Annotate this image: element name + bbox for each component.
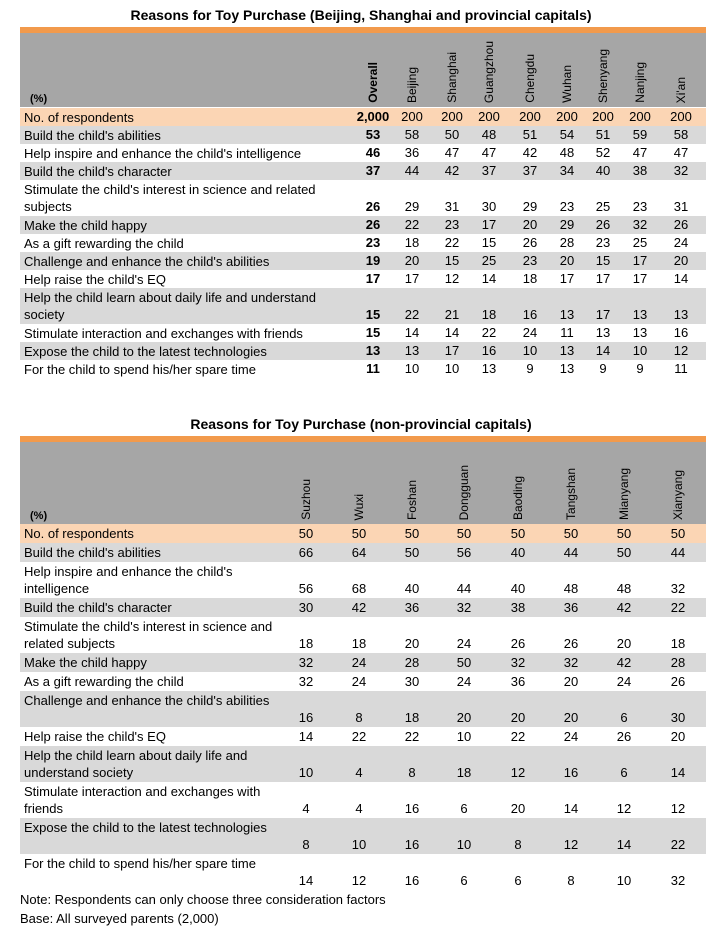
table1-title: Reasons for Toy Purchase (Beijing, Shanghai and provincial capitals) — [130, 7, 592, 23]
table1-cell: 29 — [559, 217, 575, 232]
table2-cell: 12 — [670, 801, 686, 816]
table2-cell: 10 — [456, 837, 472, 852]
table2-cell: 26 — [670, 674, 686, 689]
table1-cell: 48 — [559, 145, 575, 160]
table1-cell: 200 — [441, 109, 463, 124]
table1-cell: 51 — [522, 127, 538, 142]
table2-cell: 20 — [563, 674, 579, 689]
table2-cell: 24 — [563, 729, 579, 744]
table2-row — [20, 672, 706, 691]
table1-cell: 23 — [595, 235, 611, 250]
table1-cell: 17 — [595, 307, 611, 322]
table1-cell: 14 — [444, 325, 460, 340]
table2-row — [20, 653, 706, 672]
table1-cell: 17 — [444, 343, 460, 358]
table1-col-header: Guangzhou — [482, 40, 496, 103]
table2-cell: 40 — [404, 581, 420, 596]
table1-cell: 46 — [365, 145, 381, 160]
table1-cell: 37 — [365, 163, 381, 178]
table1-cell: 25 — [632, 235, 648, 250]
footnote-choice-limit: Note: Respondents can only choose three consideration factors — [20, 892, 386, 907]
table1-cell: 37 — [481, 163, 497, 178]
table1-cell: 13 — [365, 343, 381, 358]
table2-cell: 22 — [404, 729, 420, 744]
table2-cell: 10 — [298, 765, 314, 780]
table2-pct-label: (%) — [30, 510, 48, 522]
table2-cell: 28 — [404, 655, 420, 670]
table1-cell: 29 — [404, 199, 420, 214]
table1-cell: 30 — [481, 199, 497, 214]
table2-cell: 10 — [616, 873, 632, 888]
table1-row-label: No. of respondents — [24, 110, 134, 125]
table1-cell: 34 — [559, 163, 575, 178]
table1-cell: 40 — [595, 163, 611, 178]
table1-cell: 13 — [559, 343, 575, 358]
table2-cell: 14 — [298, 729, 314, 744]
table2-respondents-row — [20, 524, 706, 543]
table2-cell: 32 — [670, 873, 686, 888]
table2-cell: 50 — [404, 526, 420, 541]
table2-row — [20, 782, 706, 818]
table2-cell: 48 — [616, 581, 632, 596]
table1-cell: 32 — [632, 217, 648, 232]
table2-cell: 20 — [616, 636, 632, 651]
table1-cell: 25 — [595, 199, 611, 214]
table1-col-header: Wuhan — [560, 65, 574, 103]
table2-row-label: Build the child's abilities — [24, 545, 161, 560]
table2-row — [20, 854, 706, 890]
table1-cell: 20 — [404, 253, 420, 268]
table1-cell: 14 — [481, 271, 497, 286]
table2-cell: 6 — [460, 873, 468, 888]
table2-cell: 30 — [670, 710, 686, 725]
table1-cell: 20 — [673, 253, 689, 268]
table2-row-label: Make the child happy — [24, 655, 147, 670]
table1-row — [20, 342, 706, 360]
table2-cell: 56 — [298, 581, 314, 596]
table1-cell: 15 — [365, 307, 381, 322]
table2-cell: 56 — [456, 545, 472, 560]
table2-cell: 20 — [456, 710, 472, 725]
table1-cell: 16 — [481, 343, 497, 358]
table1-row — [20, 126, 706, 144]
table2-cell: 36 — [563, 600, 579, 615]
table2-cell: 26 — [510, 636, 526, 651]
table1-respondents-row — [20, 108, 706, 126]
table2-cell: 20 — [670, 729, 686, 744]
table2-row — [20, 543, 706, 562]
table2-cell: 24 — [456, 636, 472, 651]
table2-row — [20, 746, 706, 782]
table2-cell: 20 — [563, 710, 579, 725]
table1-col-header: Shenyang — [596, 48, 610, 103]
table1-cell: 17 — [365, 271, 381, 286]
table2-cell: 66 — [298, 545, 314, 560]
table2-header — [20, 442, 706, 524]
table2-cell: 18 — [298, 636, 314, 651]
table2-cell: 22 — [351, 729, 367, 744]
table1-row-label: Expose the child to the latest technologies — [24, 344, 267, 359]
table2-col-header: Baoding — [511, 475, 525, 520]
table1-cell: 51 — [595, 127, 611, 142]
table1-cell: 200 — [478, 109, 500, 124]
table2-cell: 16 — [298, 710, 314, 725]
table1-row-label: Make the child happy — [24, 218, 147, 233]
table2-row-label: Challenge and enhance the child's abilities — [24, 693, 270, 708]
table2-cell: 6 — [620, 765, 628, 780]
table1-row-label: Stimulate the child's interest in science and related subjects — [24, 182, 316, 214]
table2-row-label: Help the child learn about daily life and understand society — [24, 748, 248, 780]
table1-cell: 21 — [444, 307, 460, 322]
table1-col-header: Shanghai — [445, 52, 459, 103]
table2-col-header: Xianyang — [671, 469, 685, 520]
table2-col-header: Foshan — [405, 479, 419, 520]
table1-row — [20, 162, 706, 180]
table2-row-label: For the child to spend his/her spare time — [24, 856, 256, 871]
table2-cell: 32 — [670, 581, 686, 596]
table1-cell: 47 — [481, 145, 497, 160]
table1-row — [20, 252, 706, 270]
table1-row-label: For the child to spend his/her spare time — [24, 362, 256, 377]
table1-cell: 29 — [522, 199, 538, 214]
table1-cell: 47 — [632, 145, 648, 160]
table1-cell: 17 — [481, 217, 497, 232]
table2-col-header: Suzhou — [299, 479, 313, 520]
table2-cell: 28 — [670, 655, 686, 670]
table2-cell: 18 — [456, 765, 472, 780]
table1-cell: 26 — [673, 217, 689, 232]
table1-cell: 38 — [632, 163, 648, 178]
table1-row-label: Build the child's character — [24, 164, 172, 179]
table1-cell: 42 — [444, 163, 460, 178]
table2-cell: 8 — [302, 837, 310, 852]
table2-cell: 32 — [510, 655, 526, 670]
table2-cell: 16 — [404, 801, 420, 816]
table1-cell: 22 — [444, 235, 460, 250]
table2-row-label: Help raise the child's EQ — [24, 729, 166, 744]
table1-col-header: Xi'an — [674, 76, 688, 103]
table2-cell: 36 — [404, 600, 420, 615]
table1-col-header: Overall — [366, 62, 380, 103]
table1-cell: 50 — [444, 127, 460, 142]
table1-row-label: Stimulate interaction and exchanges with friends — [24, 326, 303, 341]
table2-cell: 14 — [670, 765, 686, 780]
table2-cell: 22 — [670, 837, 686, 852]
table2-row-label: As a gift rewarding the child — [24, 674, 184, 689]
table1-cell: 13 — [559, 307, 575, 322]
table2-cell: 8 — [514, 837, 522, 852]
table2-cell: 32 — [456, 600, 472, 615]
table1-cell: 200 — [670, 109, 692, 124]
table2-row-label: Build the child's character — [24, 600, 172, 615]
table1-cell: 11 — [674, 361, 688, 376]
table2-cell: 24 — [351, 655, 367, 670]
table1-cell: 23 — [444, 217, 460, 232]
table2-cell: 16 — [404, 873, 420, 888]
table1-cell: 25 — [481, 253, 497, 268]
table1-cell: 13 — [632, 307, 648, 322]
table2-cell: 48 — [563, 581, 579, 596]
table1-col-header: Chengdu — [523, 54, 537, 103]
table1-cell: 14 — [673, 271, 689, 286]
table1-cell: 37 — [522, 163, 538, 178]
table2-row — [20, 691, 706, 727]
table2-cell: 10 — [351, 837, 367, 852]
table1-cell: 20 — [559, 253, 575, 268]
table1-cell: 53 — [365, 127, 381, 142]
table2-cell: 4 — [355, 765, 363, 780]
table2-cell: 50 — [563, 526, 579, 541]
table2-cell: 44 — [563, 545, 579, 560]
table1-row — [20, 144, 706, 162]
table1-cell: 22 — [481, 325, 497, 340]
table2-col-header: Tangshan — [564, 467, 578, 520]
table1-row-label: Build the child's abilities — [24, 128, 161, 143]
table1-cell: 36 — [404, 145, 420, 160]
table1-cell: 28 — [559, 235, 575, 250]
table1-cell: 20 — [522, 217, 538, 232]
table2-cell: 24 — [616, 674, 632, 689]
table1-cell: 26 — [365, 199, 381, 214]
table1-cell: 26 — [522, 235, 538, 250]
table1-cell: 13 — [632, 325, 648, 340]
table1-cell: 10 — [444, 361, 460, 376]
table1-cell: 9 — [599, 361, 607, 376]
table1-cell: 44 — [404, 163, 420, 178]
table2-row-label: Stimulate interaction and exchanges with friends — [24, 784, 261, 816]
table2-cell: 8 — [355, 710, 363, 725]
table1-cell: 26 — [365, 217, 381, 232]
table1-cell: 12 — [673, 343, 689, 358]
table2-cell: 16 — [404, 837, 420, 852]
table2-cell: 50 — [510, 526, 526, 541]
table1-cell: 48 — [481, 127, 497, 142]
table2-cell: 68 — [351, 581, 367, 596]
table2-cell: 32 — [298, 674, 314, 689]
table1-cell: 200 — [629, 109, 651, 124]
table1-row-label: Help inspire and enhance the child's intelligence — [24, 146, 302, 161]
table2-row — [20, 818, 706, 854]
table1-cell: 10 — [632, 343, 648, 358]
table1-row — [20, 324, 706, 342]
table2-cell: 22 — [670, 600, 686, 615]
table1-cell: 15 — [595, 253, 611, 268]
table2-cell: 20 — [510, 710, 526, 725]
table1-cell: 59 — [632, 127, 648, 142]
table1-cell: 2,000 — [356, 109, 390, 124]
table2-cell: 50 — [616, 526, 632, 541]
table1-cell: 14 — [595, 343, 611, 358]
table1-cell: 32 — [673, 163, 689, 178]
table1-cell: 18 — [522, 271, 538, 286]
table2-cell: 14 — [563, 801, 579, 816]
table1-cell: 23 — [559, 199, 575, 214]
table1-header — [20, 33, 706, 107]
table1-cell: 19 — [365, 253, 381, 268]
table2-cell: 30 — [298, 600, 314, 615]
table1-row — [20, 270, 706, 288]
table1-pct-label: (%) — [30, 93, 48, 105]
table2-cell: 18 — [404, 710, 420, 725]
table2-cell: 4 — [302, 801, 310, 816]
table2-cell: 42 — [616, 655, 632, 670]
table1-row — [20, 216, 706, 234]
table2-cell: 24 — [456, 674, 472, 689]
table1-cell: 11 — [560, 325, 574, 340]
table2-row — [20, 727, 706, 746]
table2-cell: 40 — [510, 545, 526, 560]
table1-cell: 12 — [444, 271, 460, 286]
table1-cell: 15 — [444, 253, 460, 268]
table2-cell: 6 — [620, 710, 628, 725]
table2-cell: 38 — [510, 600, 526, 615]
table1-cell: 22 — [404, 307, 420, 322]
table2-cell: 12 — [510, 765, 526, 780]
table2-cell: 6 — [514, 873, 522, 888]
table1-cell: 42 — [522, 145, 538, 160]
table1-cell: 54 — [559, 127, 575, 142]
table2-cell: 50 — [351, 526, 367, 541]
table2-row — [20, 598, 706, 617]
table1-row — [20, 180, 706, 216]
table2-cell: 50 — [456, 655, 472, 670]
table2-col-header: Dongguan — [457, 464, 471, 520]
table2-cell: 44 — [456, 581, 472, 596]
table1-cell: 10 — [522, 343, 538, 358]
table1-cell: 13 — [559, 361, 575, 376]
table1-cell: 58 — [404, 127, 420, 142]
table1-cell: 10 — [404, 361, 420, 376]
table2-row — [20, 562, 706, 598]
table1-cell: 22 — [404, 217, 420, 232]
table2-cell: 18 — [351, 636, 367, 651]
table1-cell: 47 — [444, 145, 460, 160]
table2-cell: 12 — [351, 873, 367, 888]
table2-cell: 40 — [510, 581, 526, 596]
table1-cell: 17 — [559, 271, 575, 286]
table2-cell: 8 — [567, 873, 575, 888]
table1-cell: 23 — [522, 253, 538, 268]
table2-cell: 50 — [456, 526, 472, 541]
table1-col-header: Beijing — [405, 66, 419, 103]
table2-cell: 42 — [616, 600, 632, 615]
table1-cell: 16 — [673, 325, 689, 340]
table1-cell: 9 — [526, 361, 534, 376]
table1-row-label: As a gift rewarding the child — [24, 236, 184, 251]
table2-cell: 44 — [670, 545, 686, 560]
table2-cell: 32 — [298, 655, 314, 670]
table1-cell: 31 — [444, 199, 460, 214]
table2-row-label: No. of respondents — [24, 526, 134, 541]
table2-cell: 18 — [670, 636, 686, 651]
footnote-base: Base: All surveyed parents (2,000) — [20, 911, 219, 926]
table2-cell: 4 — [355, 801, 363, 816]
table2-cell: 14 — [298, 873, 314, 888]
table1-cell: 58 — [673, 127, 689, 142]
table2-cell: 20 — [510, 801, 526, 816]
table1-cell: 200 — [592, 109, 614, 124]
table1-row — [20, 360, 706, 378]
table1-cell: 15 — [365, 325, 381, 340]
table1-cell: 13 — [595, 325, 611, 340]
table2-cell: 50 — [670, 526, 686, 541]
table2-cell: 10 — [456, 729, 472, 744]
table2-row-label: Help inspire and enhance the child's intelligence — [24, 564, 233, 596]
table1-cell: 14 — [404, 325, 420, 340]
table2-row-label: Stimulate the child's interest in science and related subjects — [24, 619, 273, 651]
table1-cell: 31 — [673, 199, 689, 214]
table1-cell: 24 — [522, 325, 538, 340]
table2-col-header: Mianyang — [617, 467, 631, 520]
table2-cell: 30 — [404, 674, 420, 689]
table1-cell: 52 — [595, 145, 611, 160]
table1-cell: 9 — [636, 361, 644, 376]
table2-cell: 26 — [563, 636, 579, 651]
table2-cell: 22 — [510, 729, 526, 744]
table2-cell: 42 — [351, 600, 367, 615]
table1-cell: 17 — [404, 271, 420, 286]
table2-cell: 6 — [460, 801, 468, 816]
table1-cell: 15 — [481, 235, 497, 250]
table1-cell: 13 — [673, 307, 689, 322]
table2-cell: 12 — [563, 837, 579, 852]
table1-cell: 17 — [595, 271, 611, 286]
table2-cell: 64 — [351, 545, 367, 560]
table2-cell: 50 — [404, 545, 420, 560]
table1-row-label: Help raise the child's EQ — [24, 272, 166, 287]
table2-title: Reasons for Toy Purchase (non-provincial capitals) — [190, 416, 532, 432]
table1-cell: 23 — [632, 199, 648, 214]
table2-cell: 50 — [298, 526, 314, 541]
table1-cell: 13 — [404, 343, 420, 358]
table2-cell: 32 — [563, 655, 579, 670]
table1-row — [20, 234, 706, 252]
table1-cell: 16 — [522, 307, 538, 322]
table2-cell: 24 — [351, 674, 367, 689]
table2-row — [20, 617, 706, 653]
table1-cell: 23 — [365, 235, 381, 250]
table2-cell: 26 — [616, 729, 632, 744]
table2-cell: 12 — [616, 801, 632, 816]
table1-row-label: Help the child learn about daily life and understand society — [24, 290, 316, 322]
table1-cell: 17 — [632, 253, 648, 268]
table2-cell: 14 — [616, 837, 632, 852]
table1-cell: 11 — [366, 361, 380, 376]
table2-cell: 8 — [408, 765, 416, 780]
table1-row-label: Challenge and enhance the child's abilities — [24, 254, 270, 269]
table1-row — [20, 288, 706, 324]
table2-cell: 20 — [404, 636, 420, 651]
table2-cell: 36 — [510, 674, 526, 689]
table1-cell: 200 — [556, 109, 578, 124]
table1-cell: 47 — [673, 145, 689, 160]
table1-cell: 13 — [481, 361, 497, 376]
table2-col-header: Wuxi — [352, 493, 366, 520]
table1-cell: 18 — [481, 307, 497, 322]
table1-cell: 26 — [595, 217, 611, 232]
table2-row-label: Expose the child to the latest technologies — [24, 820, 267, 835]
table1-cell: 17 — [632, 271, 648, 286]
table2-cell: 50 — [616, 545, 632, 560]
table1-cell: 200 — [519, 109, 541, 124]
table1-col-header: Nanjing — [633, 62, 647, 103]
table2-cell: 16 — [563, 765, 579, 780]
table1-cell: 18 — [404, 235, 420, 250]
table1-cell: 24 — [673, 235, 689, 250]
table1-cell: 200 — [401, 109, 423, 124]
